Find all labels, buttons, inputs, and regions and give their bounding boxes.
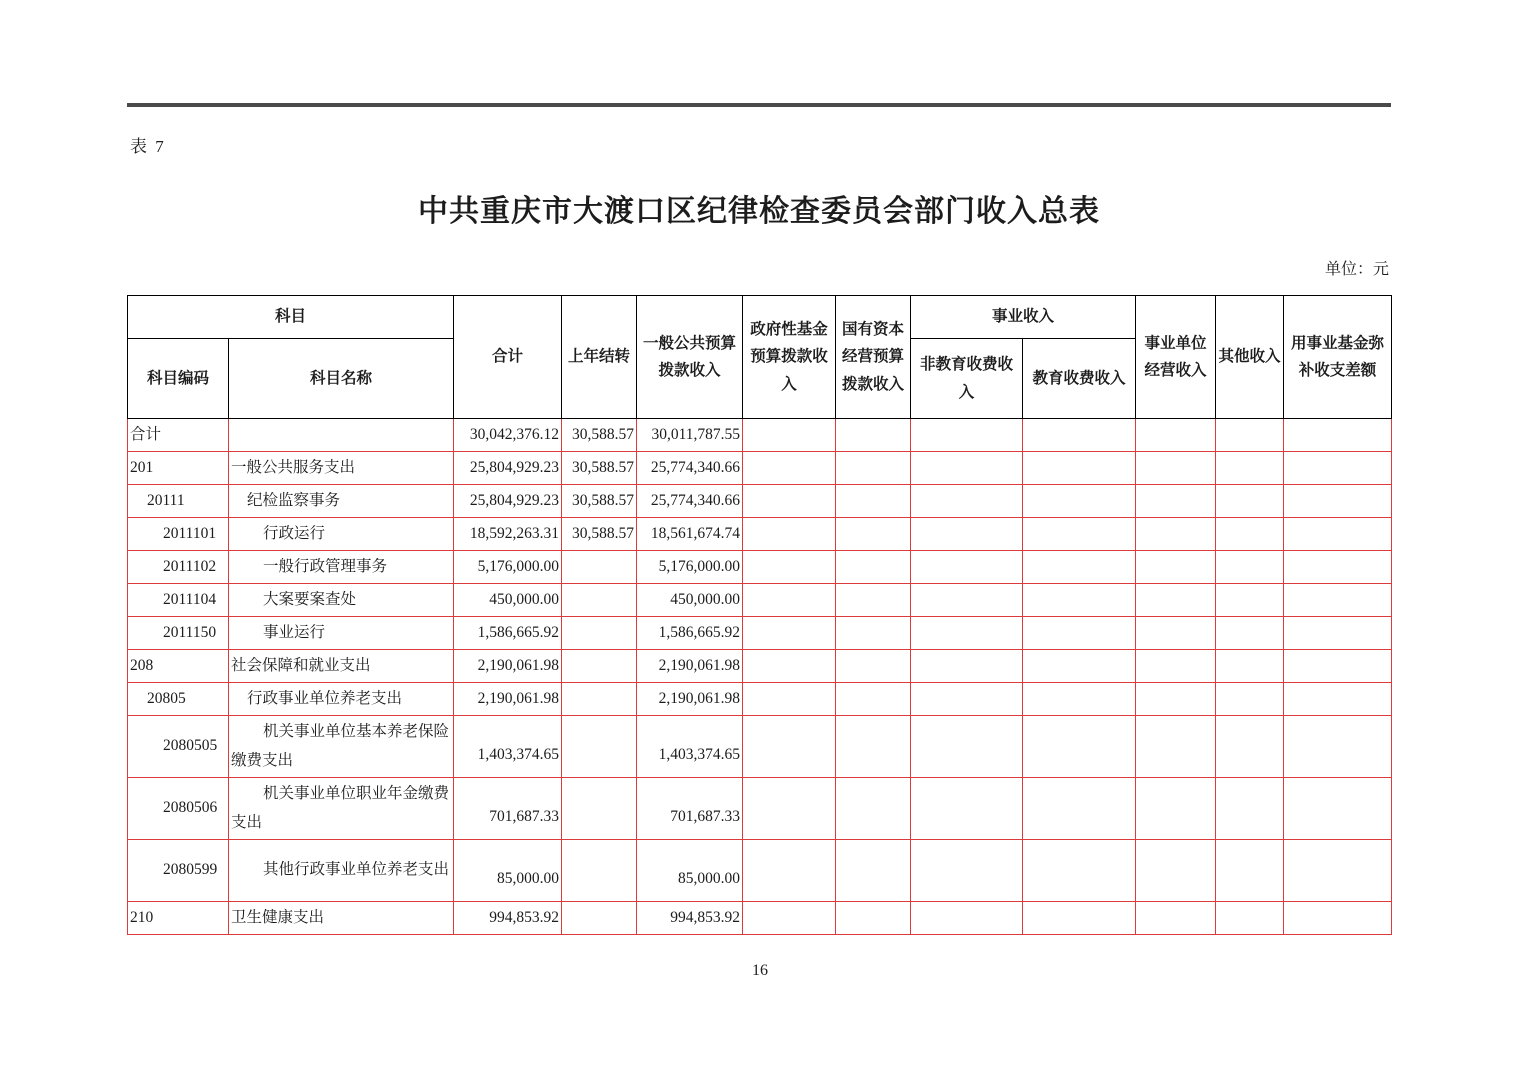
general-public-budget-cell: 18,561,674.74 bbox=[637, 518, 743, 551]
fund-balance-subsidy-cell bbox=[1284, 617, 1392, 650]
general-public-budget-cell: 5,176,000.00 bbox=[637, 551, 743, 584]
gov-fund-budget-cell bbox=[743, 840, 836, 902]
total-cell: 2,190,061.98 bbox=[454, 683, 562, 716]
business-operating-income-cell bbox=[1136, 551, 1216, 584]
gov-fund-budget-cell bbox=[743, 778, 836, 840]
other-income-cell bbox=[1216, 617, 1284, 650]
non-education-fee-cell bbox=[911, 617, 1023, 650]
business-operating-income-cell bbox=[1136, 650, 1216, 683]
business-operating-income-cell bbox=[1136, 485, 1216, 518]
other-income-cell bbox=[1216, 778, 1284, 840]
education-fee-cell bbox=[1023, 551, 1136, 584]
non-education-fee-cell bbox=[911, 778, 1023, 840]
carryover-cell: 30,588.57 bbox=[562, 419, 637, 452]
general-public-budget-cell: 1,403,374.65 bbox=[637, 716, 743, 778]
non-education-fee-cell bbox=[911, 650, 1023, 683]
gov-fund-budget-cell bbox=[743, 902, 836, 935]
total-cell: 450,000.00 bbox=[454, 584, 562, 617]
other-income-cell bbox=[1216, 518, 1284, 551]
fund-balance-subsidy-cell bbox=[1284, 452, 1392, 485]
business-operating-income-cell bbox=[1136, 419, 1216, 452]
subject-code-cell: 210 bbox=[128, 902, 229, 935]
subject-name-cell: 一般公共服务支出 bbox=[229, 452, 454, 485]
subject-code-cell: 2011101 bbox=[128, 518, 229, 551]
header-carryover: 上年结转 bbox=[562, 296, 637, 419]
table-row bbox=[128, 551, 1392, 584]
header-subject-group: 科目 bbox=[128, 296, 454, 339]
non-education-fee-cell bbox=[911, 584, 1023, 617]
subject-name-cell: 卫生健康支出 bbox=[229, 902, 454, 935]
table-row bbox=[128, 902, 1392, 935]
carryover-cell bbox=[562, 617, 637, 650]
non-education-fee-cell bbox=[911, 518, 1023, 551]
header-business-income-group: 事业收入 bbox=[911, 296, 1136, 339]
total-cell: 18,592,263.31 bbox=[454, 518, 562, 551]
state-capital-budget-cell bbox=[836, 617, 911, 650]
fund-balance-subsidy-cell bbox=[1284, 485, 1392, 518]
non-education-fee-cell bbox=[911, 485, 1023, 518]
total-cell: 1,586,665.92 bbox=[454, 617, 562, 650]
non-education-fee-cell bbox=[911, 716, 1023, 778]
general-public-budget-cell: 85,000.00 bbox=[637, 840, 743, 902]
subject-name-cell: 行政事业单位养老支出 bbox=[229, 683, 454, 716]
header-education-fee: 教育收费收入 bbox=[1023, 339, 1136, 419]
page-number: 16 bbox=[752, 962, 768, 979]
state-capital-budget-cell bbox=[836, 452, 911, 485]
state-capital-budget-cell bbox=[836, 716, 911, 778]
general-public-budget-cell: 30,011,787.55 bbox=[637, 419, 743, 452]
table-header bbox=[128, 296, 1392, 419]
other-income-cell bbox=[1216, 452, 1284, 485]
carryover-cell bbox=[562, 902, 637, 935]
unit-label: 单位：元 bbox=[1324, 261, 1389, 278]
gov-fund-budget-cell bbox=[743, 617, 836, 650]
education-fee-cell bbox=[1023, 419, 1136, 452]
subject-code-cell: 合计 bbox=[128, 419, 229, 452]
education-fee-cell bbox=[1023, 716, 1136, 778]
subject-name-cell: 机关事业单位基本养老保险缴费支出 bbox=[229, 716, 454, 778]
state-capital-budget-cell bbox=[836, 683, 911, 716]
income-summary-table bbox=[127, 295, 1392, 935]
business-operating-income-cell bbox=[1136, 778, 1216, 840]
state-capital-budget-cell bbox=[836, 778, 911, 840]
business-operating-income-cell bbox=[1136, 584, 1216, 617]
table-row bbox=[128, 683, 1392, 716]
gov-fund-budget-cell bbox=[743, 485, 836, 518]
carryover-cell bbox=[562, 716, 637, 778]
education-fee-cell bbox=[1023, 485, 1136, 518]
other-income-cell bbox=[1216, 419, 1284, 452]
general-public-budget-cell: 25,774,340.66 bbox=[637, 452, 743, 485]
header-other-income: 其他收入 bbox=[1216, 296, 1284, 419]
table-row bbox=[128, 716, 1392, 778]
carryover-cell bbox=[562, 840, 637, 902]
fund-balance-subsidy-cell bbox=[1284, 840, 1392, 902]
education-fee-cell bbox=[1023, 617, 1136, 650]
table-row bbox=[128, 452, 1392, 485]
education-fee-cell bbox=[1023, 452, 1136, 485]
fund-balance-subsidy-cell bbox=[1284, 518, 1392, 551]
table-body bbox=[128, 419, 1392, 935]
total-cell: 701,687.33 bbox=[454, 778, 562, 840]
subject-code-cell: 201 bbox=[128, 452, 229, 485]
carryover-cell bbox=[562, 584, 637, 617]
table-row bbox=[128, 518, 1392, 551]
header-business-operating-income: 事业单位经营收入 bbox=[1136, 296, 1216, 419]
subject-name-cell bbox=[229, 419, 454, 452]
gov-fund-budget-cell bbox=[743, 419, 836, 452]
carryover-cell bbox=[562, 683, 637, 716]
subject-name-cell: 一般行政管理事务 bbox=[229, 551, 454, 584]
non-education-fee-cell bbox=[911, 840, 1023, 902]
subject-name-cell: 事业运行 bbox=[229, 617, 454, 650]
subject-name-cell: 社会保障和就业支出 bbox=[229, 650, 454, 683]
state-capital-budget-cell bbox=[836, 551, 911, 584]
general-public-budget-cell: 2,190,061.98 bbox=[637, 650, 743, 683]
carryover-cell: 30,588.57 bbox=[562, 452, 637, 485]
business-operating-income-cell bbox=[1136, 716, 1216, 778]
carryover-cell: 30,588.57 bbox=[562, 518, 637, 551]
carryover-cell bbox=[562, 778, 637, 840]
subject-name-cell: 机关事业单位职业年金缴费支出 bbox=[229, 778, 454, 840]
non-education-fee-cell bbox=[911, 551, 1023, 584]
header-state-capital-budget: 国有资本经营预算拨款收入 bbox=[836, 296, 911, 419]
other-income-cell bbox=[1216, 485, 1284, 518]
education-fee-cell bbox=[1023, 778, 1136, 840]
other-income-cell bbox=[1216, 650, 1284, 683]
general-public-budget-cell: 25,774,340.66 bbox=[637, 485, 743, 518]
fund-balance-subsidy-cell bbox=[1284, 778, 1392, 840]
subject-code-cell: 2080506 bbox=[128, 778, 229, 840]
education-fee-cell bbox=[1023, 584, 1136, 617]
gov-fund-budget-cell bbox=[743, 584, 836, 617]
carryover-cell: 30,588.57 bbox=[562, 485, 637, 518]
education-fee-cell bbox=[1023, 683, 1136, 716]
subject-code-cell: 2011150 bbox=[128, 617, 229, 650]
business-operating-income-cell bbox=[1136, 617, 1216, 650]
subject-code-cell: 2011102 bbox=[128, 551, 229, 584]
fund-balance-subsidy-cell bbox=[1284, 902, 1392, 935]
state-capital-budget-cell bbox=[836, 650, 911, 683]
non-education-fee-cell bbox=[911, 452, 1023, 485]
education-fee-cell bbox=[1023, 650, 1136, 683]
gov-fund-budget-cell bbox=[743, 650, 836, 683]
non-education-fee-cell bbox=[911, 683, 1023, 716]
general-public-budget-cell: 450,000.00 bbox=[637, 584, 743, 617]
state-capital-budget-cell bbox=[836, 419, 911, 452]
total-cell: 85,000.00 bbox=[454, 840, 562, 902]
education-fee-cell bbox=[1023, 902, 1136, 935]
subject-name-cell: 纪检监察事务 bbox=[229, 485, 454, 518]
total-cell: 30,042,376.12 bbox=[454, 419, 562, 452]
general-public-budget-cell: 701,687.33 bbox=[637, 778, 743, 840]
business-operating-income-cell bbox=[1136, 840, 1216, 902]
subject-code-cell: 20111 bbox=[128, 485, 229, 518]
table-row bbox=[128, 584, 1392, 617]
subject-code-cell: 20805 bbox=[128, 683, 229, 716]
other-income-cell bbox=[1216, 683, 1284, 716]
state-capital-budget-cell bbox=[836, 584, 911, 617]
total-cell: 1,403,374.65 bbox=[454, 716, 562, 778]
fund-balance-subsidy-cell bbox=[1284, 584, 1392, 617]
table-row bbox=[128, 485, 1392, 518]
other-income-cell bbox=[1216, 840, 1284, 902]
total-cell: 5,176,000.00 bbox=[454, 551, 562, 584]
fund-balance-subsidy-cell bbox=[1284, 419, 1392, 452]
subject-name-cell: 行政运行 bbox=[229, 518, 454, 551]
total-cell: 25,804,929.23 bbox=[454, 485, 562, 518]
business-operating-income-cell bbox=[1136, 683, 1216, 716]
gov-fund-budget-cell bbox=[743, 452, 836, 485]
subject-code-cell: 2080599 bbox=[128, 840, 229, 902]
fund-balance-subsidy-cell bbox=[1284, 683, 1392, 716]
business-operating-income-cell bbox=[1136, 452, 1216, 485]
general-public-budget-cell: 2,190,061.98 bbox=[637, 683, 743, 716]
non-education-fee-cell bbox=[911, 902, 1023, 935]
header-row-1 bbox=[128, 296, 1392, 339]
table-row bbox=[128, 650, 1392, 683]
header-gov-fund-budget: 政府性基金预算拨款收入 bbox=[743, 296, 836, 419]
state-capital-budget-cell bbox=[836, 518, 911, 551]
carryover-cell bbox=[562, 650, 637, 683]
table-row bbox=[128, 617, 1392, 650]
state-capital-budget-cell bbox=[836, 485, 911, 518]
page-top-rule bbox=[127, 103, 1391, 107]
state-capital-budget-cell bbox=[836, 902, 911, 935]
business-operating-income-cell bbox=[1136, 518, 1216, 551]
business-operating-income-cell bbox=[1136, 902, 1216, 935]
header-subject-code: 科目编码 bbox=[128, 339, 229, 419]
total-cell: 994,853.92 bbox=[454, 902, 562, 935]
header-subject-name: 科目名称 bbox=[229, 339, 454, 419]
header-non-education-fee: 非教育收费收入 bbox=[911, 339, 1023, 419]
total-cell: 2,190,061.98 bbox=[454, 650, 562, 683]
subject-name-cell: 大案要案查处 bbox=[229, 584, 454, 617]
education-fee-cell bbox=[1023, 840, 1136, 902]
fund-balance-subsidy-cell bbox=[1284, 650, 1392, 683]
fund-balance-subsidy-cell bbox=[1284, 716, 1392, 778]
fund-balance-subsidy-cell bbox=[1284, 551, 1392, 584]
subject-code-cell: 2080505 bbox=[128, 716, 229, 778]
other-income-cell bbox=[1216, 584, 1284, 617]
carryover-cell bbox=[562, 551, 637, 584]
other-income-cell bbox=[1216, 902, 1284, 935]
page-title: 中共重庆市大渡口区纪律检查委员会部门收入总表 bbox=[418, 195, 1100, 228]
gov-fund-budget-cell bbox=[743, 551, 836, 584]
table-row bbox=[128, 419, 1392, 452]
subject-code-cell: 208 bbox=[128, 650, 229, 683]
header-total: 合计 bbox=[454, 296, 562, 419]
table-row bbox=[128, 778, 1392, 840]
gov-fund-budget-cell bbox=[743, 716, 836, 778]
general-public-budget-cell: 994,853.92 bbox=[637, 902, 743, 935]
general-public-budget-cell: 1,586,665.92 bbox=[637, 617, 743, 650]
subject-name-cell: 其他行政事业单位养老支出 bbox=[229, 840, 454, 902]
header-general-public-budget: 一般公共预算拨款收入 bbox=[637, 296, 743, 419]
state-capital-budget-cell bbox=[836, 840, 911, 902]
non-education-fee-cell bbox=[911, 419, 1023, 452]
other-income-cell bbox=[1216, 551, 1284, 584]
total-cell: 25,804,929.23 bbox=[454, 452, 562, 485]
gov-fund-budget-cell bbox=[743, 683, 836, 716]
header-fund-balance-subsidy: 用事业基金弥补收支差额 bbox=[1284, 296, 1392, 419]
gov-fund-budget-cell bbox=[743, 518, 836, 551]
table-number-label: 表 7 bbox=[130, 137, 166, 156]
subject-code-cell: 2011104 bbox=[128, 584, 229, 617]
table-row bbox=[128, 840, 1392, 902]
education-fee-cell bbox=[1023, 518, 1136, 551]
other-income-cell bbox=[1216, 716, 1284, 778]
